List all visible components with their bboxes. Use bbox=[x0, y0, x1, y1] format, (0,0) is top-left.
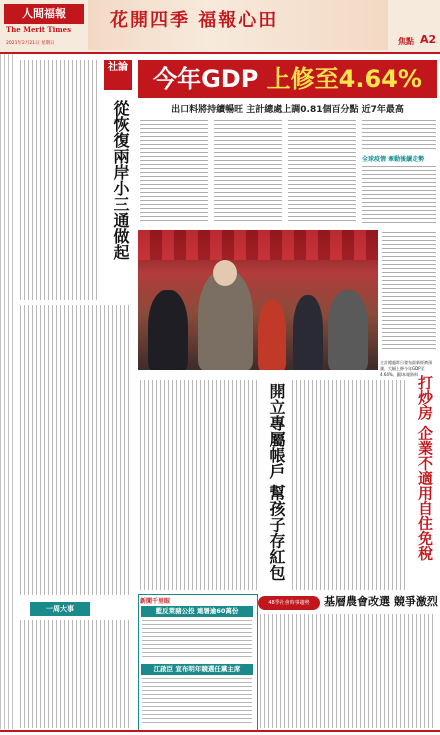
article-column-4 bbox=[362, 120, 436, 150]
issue-date: 2021年2月21日 星期日 bbox=[6, 41, 55, 46]
article-column-6 bbox=[382, 232, 436, 352]
editorial-badge: 社論 bbox=[104, 60, 132, 90]
street-crowd-photo bbox=[138, 230, 378, 370]
headline-prefix: 今年GDP bbox=[153, 65, 259, 93]
section-subhead: 全球疫情 牽動後續走勢 bbox=[362, 156, 425, 163]
newspaper-logo-english: The Merit Times bbox=[6, 25, 72, 34]
masthead-slogan: 花開四季 福報心田 bbox=[110, 10, 279, 31]
editorial-body-top bbox=[20, 60, 100, 300]
photo-caption: 主計總處昨日發布最新經濟預測，大幅上修今年GDP至4.64%。圖/本報資料 bbox=[380, 360, 432, 377]
week-events-body bbox=[20, 620, 132, 728]
sub-headline: 出口料將持續暢旺 主計總處上調0.81個百分點 近7年最高 bbox=[171, 105, 404, 115]
editorial-body-bottom bbox=[20, 305, 132, 595]
news-item-1-title: 藍反萊豬公投 連署逾60萬份 bbox=[141, 606, 253, 617]
bottom-rule bbox=[0, 730, 440, 732]
article-column-5 bbox=[362, 166, 436, 226]
news-item-2-title: 江啟臣 宣布明年競選任黨主席 bbox=[141, 664, 253, 675]
article-column-2 bbox=[214, 120, 282, 224]
article-column-1 bbox=[140, 120, 208, 224]
lower-article-title: 開立專屬帳戶 幫孩子存紅包 bbox=[267, 383, 286, 581]
left-margin-column bbox=[0, 54, 14, 729]
agri-body bbox=[260, 614, 436, 728]
page-number: A2 bbox=[420, 33, 437, 46]
lower-article-body-left bbox=[140, 380, 258, 590]
news-item-1-body bbox=[142, 620, 252, 660]
agri-badge: 48季社會時事趨勢 bbox=[258, 596, 320, 610]
main-headline bbox=[138, 60, 437, 98]
editorial-title: 從恢復兩岸小三通做起 bbox=[111, 100, 130, 260]
agri-title: 基層農會改選 競爭激烈 bbox=[324, 595, 438, 608]
newspaper-logo: 人間福報 bbox=[4, 4, 84, 24]
article-column-3 bbox=[288, 120, 356, 224]
news-item-2-body bbox=[142, 678, 252, 726]
news-box-heading: 新聞千里眼 bbox=[140, 598, 171, 605]
headline-suffix: 上修至4.64% bbox=[266, 65, 422, 93]
lower-article-body-right bbox=[292, 380, 406, 590]
week-events-heading: 一周大事 bbox=[30, 602, 90, 616]
right-article-title: 打炒房 企業不適用自住免稅 bbox=[416, 375, 434, 561]
section-name: 焦點 bbox=[398, 37, 414, 46]
